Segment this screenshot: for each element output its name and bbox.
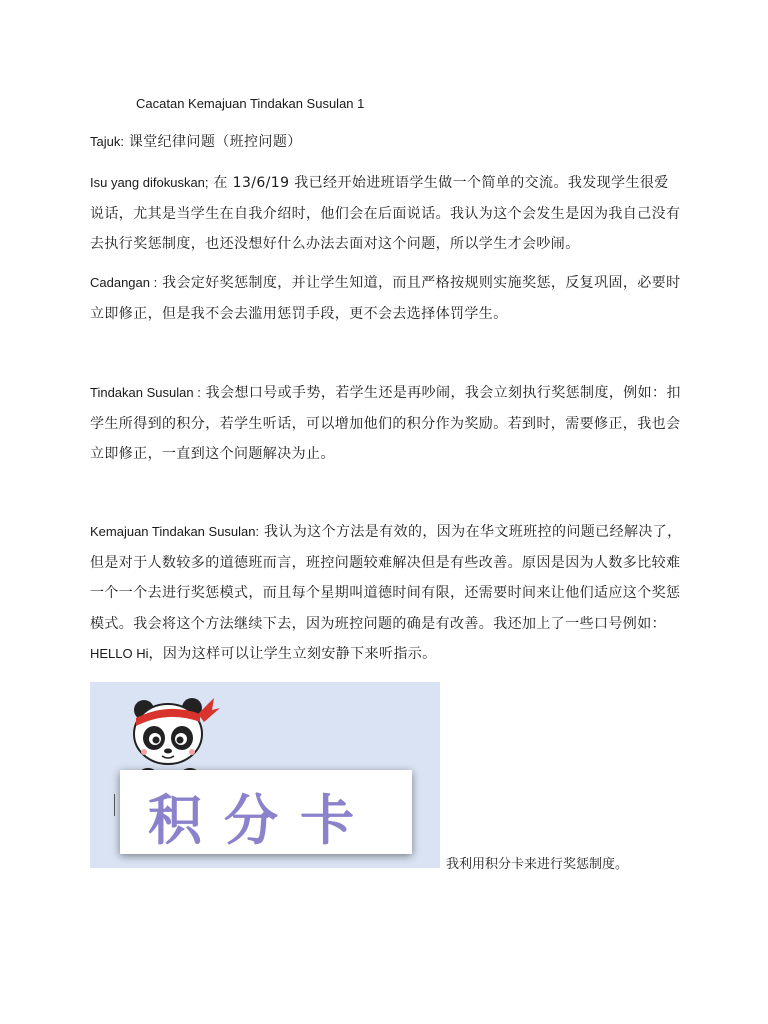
text-cursor: [114, 794, 115, 816]
points-card-text: 积分卡: [148, 789, 376, 852]
kemajuan-label: Kemajuan Tindakan Susulan:: [90, 524, 260, 539]
tajuk-text: 课堂纪律问题（班控问题）: [123, 134, 302, 150]
kemajuan-paragraph: [90, 517, 682, 670]
kemajuan-text: 我认为这个方法是有效的，因为在华文班班控的问题已经解决了，但是对于人数较多的道德班而言，班控问题较难解决但是有些改善。原因是因为人数多比较难一个一个去进行奖惩模式，而且每个星期叫道德时间有限，还需要时间来让他们适应这个奖惩模式。我会将这个方法继续下去，因为班控问题的确是有改善。我还加上了一些口号例如：: [90, 524, 682, 632]
isu-paragraph: [90, 168, 682, 260]
points-card-image: [90, 682, 440, 868]
isu-label: Isu yang difokuskan;: [90, 175, 209, 190]
image-caption: 我利用积分卡来进行奖惩制度。: [446, 857, 629, 872]
tindakan-paragraph: [90, 378, 682, 470]
cadangan-text: 我会定好奖惩制度，并让学生知道，而且严格按规则实施奖惩，反复巩固，必要时立即修正，但是我不会去滥用惩罚手段，更不会去选择体罚学生。: [90, 275, 681, 322]
isu-text: 在 13/6/19 我已经开始进班语学生做一个简单的交流。我发现学生很爱说话，尤其是当学生在自我介绍时，他们会在后面说话。我认为这个会发生是因为我自己没有去执行奖惩制度，也还没想好什么办法去面对这个问题，所以学生才会吵闹。: [90, 175, 681, 252]
cadangan-label: Cadangan :: [90, 275, 158, 290]
cadangan-paragraph: [90, 268, 682, 329]
tindakan-text: 我会想口号或手势，若学生还是再吵闹，我会立刻执行奖惩制度，例如：扣学生所得到的积分，若学生听话，可以增加他们的积分作为奖励。若到时，需要修正，我也会立即修正，一直到这个问题解决为止。: [90, 385, 681, 462]
points-card: [120, 770, 412, 854]
kemajuan-tail: ，因为这样可以让学生立刻安静下来听指示。: [148, 646, 437, 662]
tajuk-paragraph: [90, 127, 682, 158]
document-title: Cacatan Kemajuan Tindakan Susulan 1: [136, 96, 365, 111]
tajuk-label: Tajuk:: [90, 134, 124, 149]
slogan-text: HELLO Hi: [90, 646, 149, 661]
tindakan-label: Tindakan Susulan :: [90, 385, 201, 400]
